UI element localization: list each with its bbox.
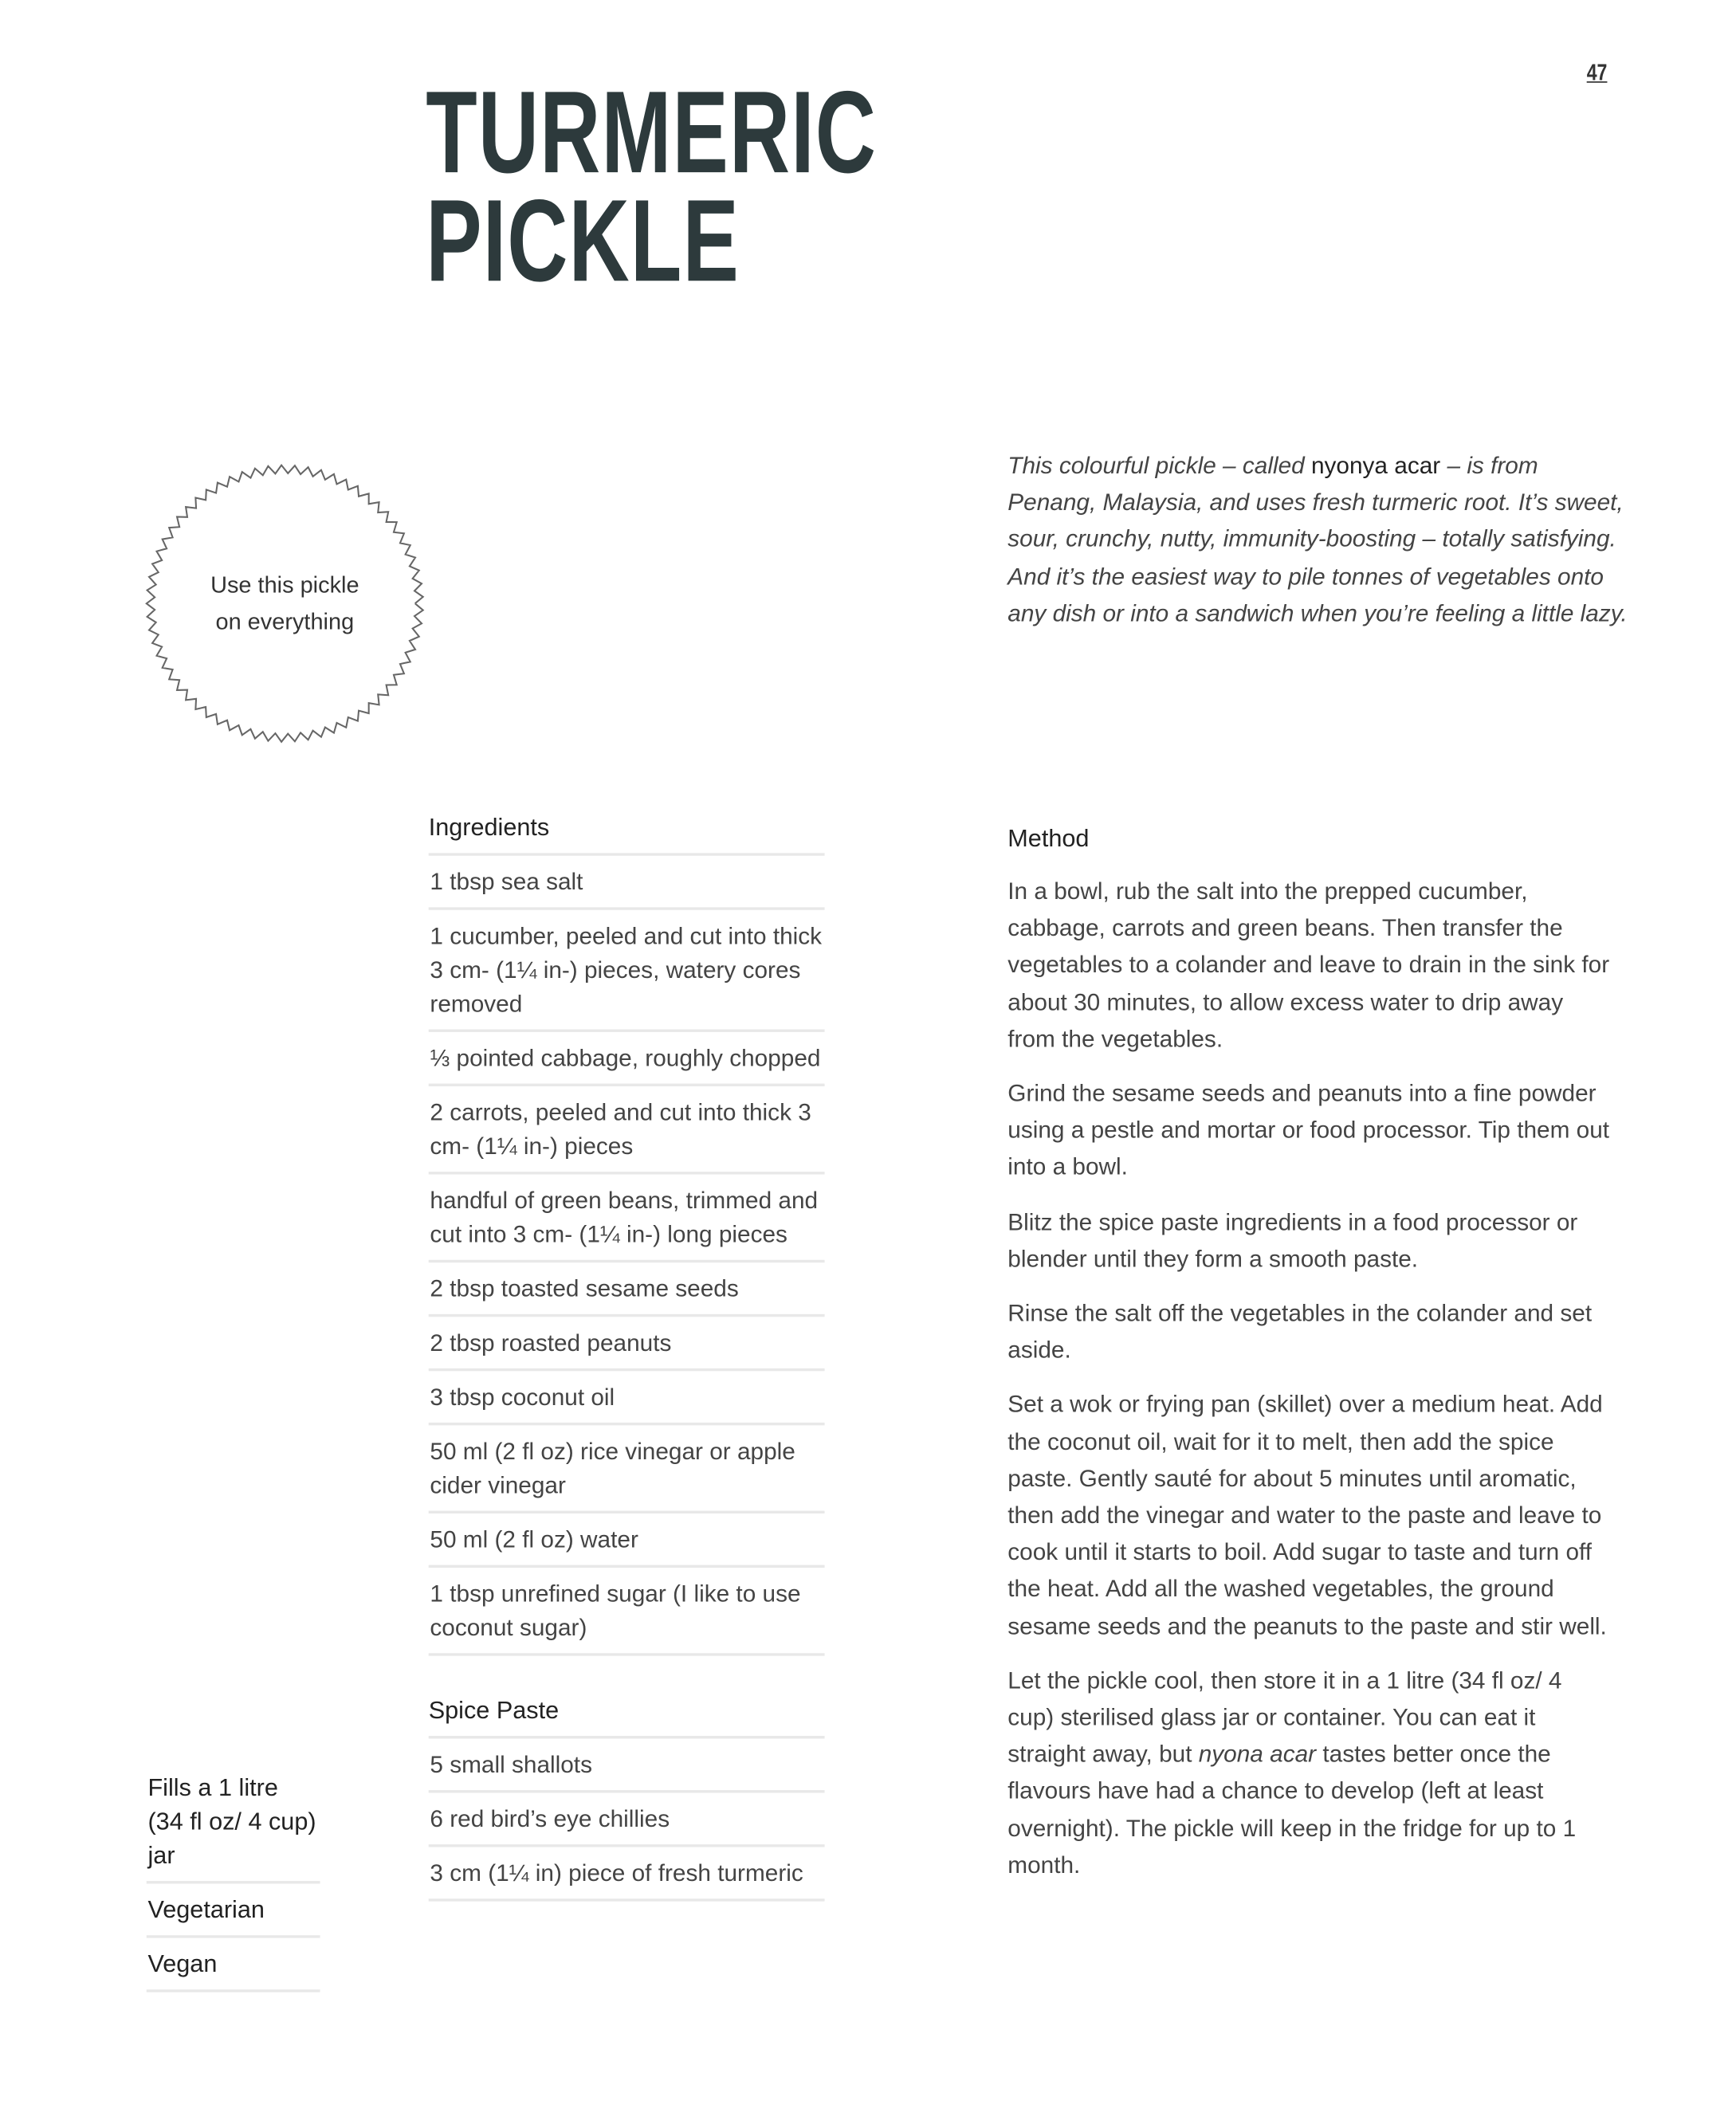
method-step: In a bowl, rub the salt into the prepped cucumber, cabbage, carrots and green beans. Then transfer the vegetables to a colander and leave to drain in the sink for about 30 minutes, to allow excess water to drip away from the vegetables. (1007, 877, 1610, 1053)
ingredient-item: 1 tbsp unrefined sugar (I like to use coconut sugar) (429, 1568, 825, 1656)
ingredient-item: 2 tbsp roasted peanuts (429, 1317, 825, 1371)
step-text: Let the pickle cool, then store it in a 1 litre (34 fl oz/ 4 cup) sterilised glass jar or container. You can eat it straight away, but (1007, 1667, 1562, 1768)
side-note: Vegan (147, 1938, 320, 1992)
intro-before: This colourful pickle – called (1007, 451, 1311, 479)
title-line-1: TURMERIC (426, 68, 878, 198)
method-heading: Method (1007, 824, 1090, 852)
method-steps (1007, 874, 1611, 1645)
ingredient-item: handful of green beans, trimmed and cut into 3 cm- (1¼ in-) long pieces (429, 1175, 825, 1263)
ingredients-section (429, 814, 825, 1902)
side-note: Fills a 1 litre (34 fl oz/ 4 cup) jar (147, 1761, 320, 1883)
ingredient-item: 2 carrots, peeled and cut into thick 3 cm- (1¼ in-) pieces (429, 1086, 825, 1175)
spice-paste-item: 5 small shallots (429, 1738, 825, 1792)
ingredient-item: 50 ml (2 fl oz) water (429, 1513, 825, 1568)
ingredients-heading: Ingredients (429, 814, 825, 856)
spice-paste-item: 6 red bird’s eye chillies (429, 1793, 825, 1847)
recipe-title (426, 68, 878, 307)
ingredient-item: 1 tbsp sea salt (429, 856, 825, 910)
intro-dish-name: nyonya acar (1310, 451, 1441, 479)
ingredient-item: 1 cucumber, peeled and cut into thick 3 cm- (1¼ in-) pieces, watery cores removed (429, 910, 825, 1032)
title-line-2: PICKLE (426, 176, 740, 307)
spice-paste-item: 3 cm (1¼ in) piece of fresh turmeric (429, 1847, 825, 1902)
ingredients-list (429, 856, 825, 1656)
page-number: 47 (1586, 59, 1608, 86)
step-italic: nyona acar (1198, 1740, 1317, 1768)
badge-line-2: on everything (215, 609, 355, 635)
ingredient-item: 50 ml (2 fl oz) rice vinegar or apple cider vinegar (429, 1425, 825, 1513)
ingredient-item: 3 tbsp coconut oil (429, 1371, 825, 1425)
side-note: Vegetarian (147, 1884, 320, 1938)
intro-after: – is from Penang, Malaysia, and uses fresh turmeric root. It’s sweet, sour, crunchy, nutty, immunity-boosting – totally satisfying. And it’s the easiest way to pile tonnes of vegetables onto any dish or into a sandwich when you’re feeling a little lazy. (1007, 451, 1628, 626)
badge-text (176, 567, 393, 640)
method-step: Grind the sesame seeds and peanuts into a fine powder using a pestle and mortar or food processor. Tip them out into a bowl. (1007, 1079, 1610, 1181)
side-notes (147, 1761, 320, 1992)
spice-paste-section (429, 1697, 825, 1902)
spice-paste-list (429, 1738, 825, 1901)
method-step: Blitz the spice paste ingredients in a food processor or blender until they form a smooth paste. (1007, 1207, 1578, 1272)
ingredient-item: ⅓ pointed cabbage, roughly chopped (429, 1032, 825, 1086)
step-text: tastes better once the flavours have had a chance to develop (left at least overnight). The pickle will keep in the fridge for up to 1 month. (1007, 1740, 1577, 1879)
method-step: Set a wok or frying pan (skillet) over a medium heat. Add the coconut oil, wait for it to melt, then add the spice paste. Gently sauté for about 5 minutes until aromatic, then add the vinegar and water to the paste and leave to cook until it starts to boil. Add sugar to taste and turn off the heat. Add all the washed vegetables, the ground sesame seeds and the peanuts to the paste and stir well. (1007, 1390, 1607, 1639)
method-section (1007, 825, 1611, 1902)
intro-text (1007, 448, 1632, 632)
spice-paste-heading: Spice Paste (429, 1697, 825, 1739)
badge-line-1: Use this pickle (210, 572, 359, 599)
method-step: Rinse the salt off the vegetables in the colander and set aside. (1007, 1299, 1593, 1364)
ingredient-item: 2 tbsp toasted sesame seeds (429, 1262, 825, 1317)
method-step (1007, 1663, 1611, 1884)
